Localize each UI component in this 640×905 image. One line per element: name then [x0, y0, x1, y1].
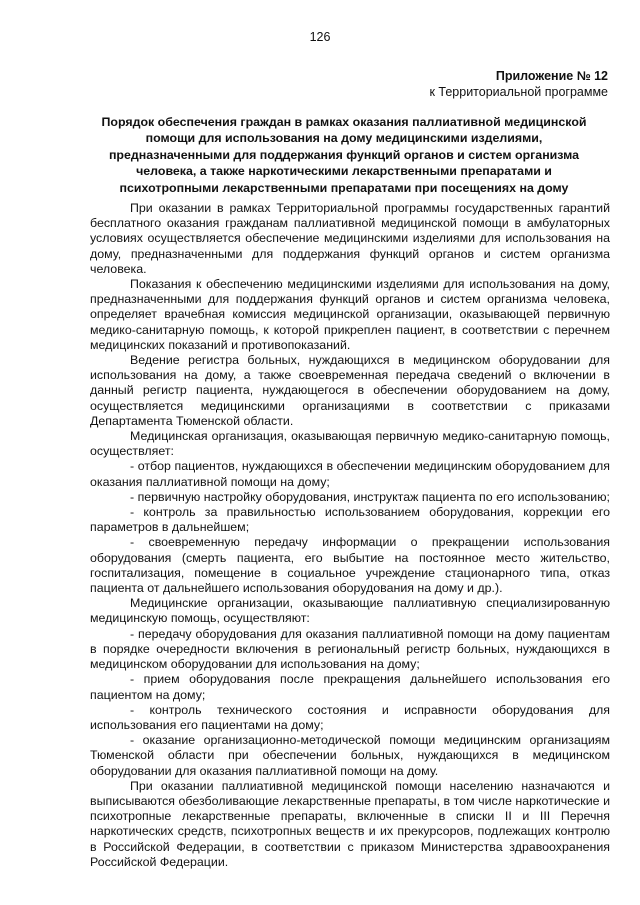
list-item: - отбор пациентов, нуждающихся в обеспечении медицинским оборудованием для оказания паллиативной помощи на дому;: [90, 459, 610, 489]
document-body: [90, 201, 610, 870]
list-item: - первичную настройку оборудования, инструктаж пациента по его использованию;: [130, 489, 610, 504]
paragraph: Показания к обеспечению медицинскими изделиями для использования на дому, предназначенными для поддержания функций органов и систем организма человека, определяет врачебная комиссия медицинской организации, оказывающей первичную медико-санитарную помощь, к которой прикреплен пациент, в соответствии с перечнем медицинских показаний и противопоказаний.: [90, 277, 610, 352]
page-number: 126: [309, 30, 331, 44]
list-item: - оказание организационно-методической помощи медицинским организациям Тюменской области при обеспечении больных, нуждающихся в медицинском оборудовании для оказания паллиативной помощи на дому.: [90, 733, 610, 778]
paragraph: При оказании в рамках Территориальной программы государственных гарантий бесплатного оказания гражданам паллиативной медицинской помощи в амбулаторных условиях осуществляется обеспечение медицинскими изделиями для использования на дому, предназначенными для поддержания функций органов и систем организма человека.: [90, 201, 610, 276]
appendix-subtitle: к Территориальной программе: [429, 85, 608, 99]
appendix-header: [429, 68, 608, 100]
list-item: - контроль технического состояния и исправности оборудования для использования его пациентами на дому;: [90, 702, 610, 732]
document-heading: Порядок обеспечения граждан в рамках оказания паллиативной медицинской помощи для использования на дому медицинскими изделиями, предназначенными для поддержания функций органов и систем организма человека, а также наркотическими лекарственными препаратами и психотропными лекарственными препаратами при посещениях на дому: [101, 115, 587, 195]
list-item: - контроль за правильностью использованием оборудования, коррекции его параметров в дальнейшем;: [90, 505, 610, 535]
paragraph: Медицинская организация, оказывающая первичную медико-санитарную помощь, осуществляет:: [90, 429, 610, 459]
paragraph: Медицинские организации, оказывающие паллиативную специализированную медицинскую помощь, осуществляют:: [90, 596, 610, 626]
paragraph: При оказании паллиативной медицинской помощи населению назначаются и выписываются обезболивающие лекарственные препараты, в том числе наркотические и психотропные лекарственные препараты, включенные в списки II и III Перечня наркотических средств, психотропных веществ и их прекурсоров, подлежащих контролю в Российской Федерации, в соответствии с приказом Министерства здравоохранения Российской Федерации.: [90, 778, 610, 869]
list-item: - своевременную передачу информации о прекращении использования оборудования (смерть пациента, его выбытие на постоянное место жительство, госпитализация, помещение в социальное учреждение стационарного типа, отказ пациента от дальнейшего использования оборудования на дому и др.).: [90, 535, 610, 596]
list-item: - прием оборудования после прекращения дальнейшего использования его пациентом на дому;: [90, 672, 610, 702]
list-item: - передачу оборудования для оказания паллиативной помощи на дому пациентам в порядке очередности включения в региональный регистр больных, нуждающихся в медицинском оборудовании для использования на дому;: [90, 626, 610, 672]
appendix-title: Приложение № 12: [495, 69, 608, 83]
paragraph: Ведение регистра больных, нуждающихся в медицинском оборудовании для использования на дому, а также своевременная передача сведений о включении в данный регистр пациента, нуждающегося в обеспечении оборудованием на дому, осуществляется медицинскими организациями в соответствии с приказами Департамента Тюменской области.: [90, 353, 610, 428]
